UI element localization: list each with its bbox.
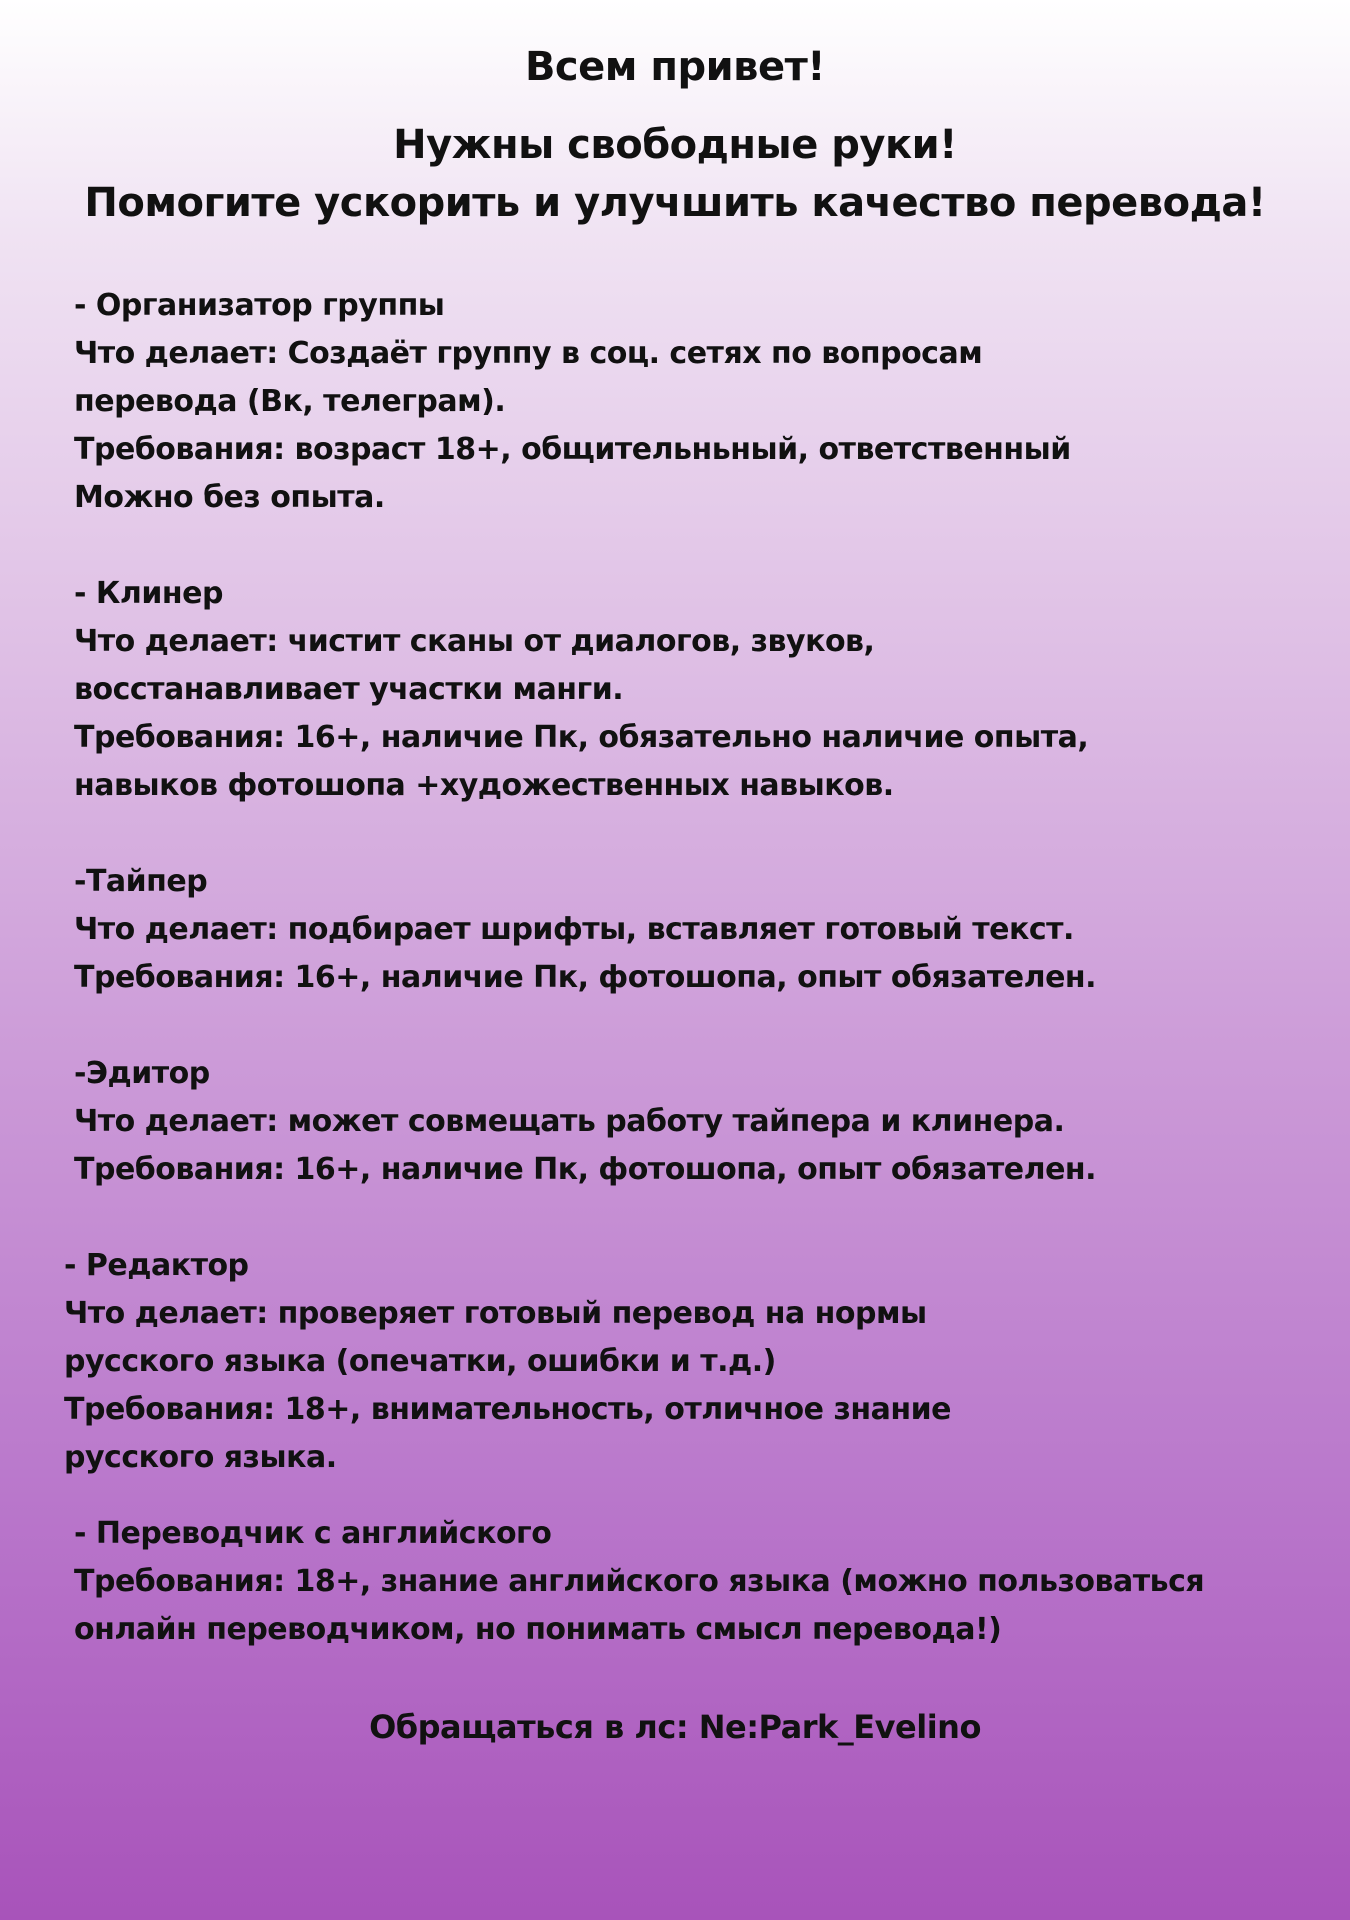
role-line: Что делает: может совмещать работу тайпера и клинера. [74, 1104, 1065, 1139]
role-title: - Редактор [64, 1248, 249, 1283]
role-line: Что делает: Создаёт группу в соц. сетях по вопросам [74, 336, 983, 371]
role-line: русского языка. [64, 1440, 337, 1475]
contact-line: Обращаться в лс: Ne:Park_Evelino [369, 1708, 981, 1746]
role-line: перевода (Вк, телеграм). [74, 384, 506, 419]
poster-header [0, 44, 1350, 226]
role-line: Требования: 16+, наличие Пк, фотошопа, опыт обязателен. [74, 960, 1097, 995]
role-title: -Эдитор [74, 1056, 210, 1091]
role-line: онлайн переводчиком, но понимать смысл перевода!) [74, 1612, 1002, 1647]
role-translator [74, 1510, 1204, 1654]
role-typer [74, 858, 1096, 1002]
role-line: Требования: возраст 18+, общительньный, ответственный [74, 432, 1071, 467]
role-title: - Переводчик с английского [74, 1516, 552, 1551]
role-line: Требования: 18+, знание английского языка (можно пользоваться [74, 1564, 1205, 1599]
role-title: -Тайпер [74, 864, 208, 899]
role-line: Можно без опыта. [74, 480, 385, 515]
role-proofreader [64, 1242, 951, 1482]
role-cleaner [74, 570, 1088, 810]
role-line: Что делает: подбирает шрифты, вставляет готовый текст. [74, 912, 1074, 947]
call-heading: Нужны свободные руки! [393, 122, 957, 168]
role-line: Что делает: проверяет готовый перевод на нормы [64, 1296, 927, 1331]
role-title: - Клинер [74, 576, 223, 611]
role-line: Что делает: чистит сканы от диалогов, звуков, [74, 624, 875, 659]
role-line: восстанавливает участки манги. [74, 672, 624, 707]
role-title: - Организатор группы [74, 288, 445, 323]
role-line: Требования: 16+, наличие Пк, фотошопа, опыт обязателен. [74, 1152, 1097, 1187]
role-editor [74, 1050, 1096, 1194]
role-line: Требования: 16+, наличие Пк, обязательно наличие опыта, [74, 720, 1089, 755]
greeting-heading: Всем привет! [524, 44, 826, 90]
role-line: русского языка (опечатки, ошибки и т.д.) [64, 1344, 776, 1379]
role-organizer [74, 282, 1071, 522]
role-line: навыков фотошопа +художественных навыков. [74, 768, 894, 803]
role-line: Требования: 18+, внимательность, отличное знание [64, 1392, 951, 1427]
help-heading: Помогите ускорить и улучшить качество перевода! [84, 180, 1266, 226]
